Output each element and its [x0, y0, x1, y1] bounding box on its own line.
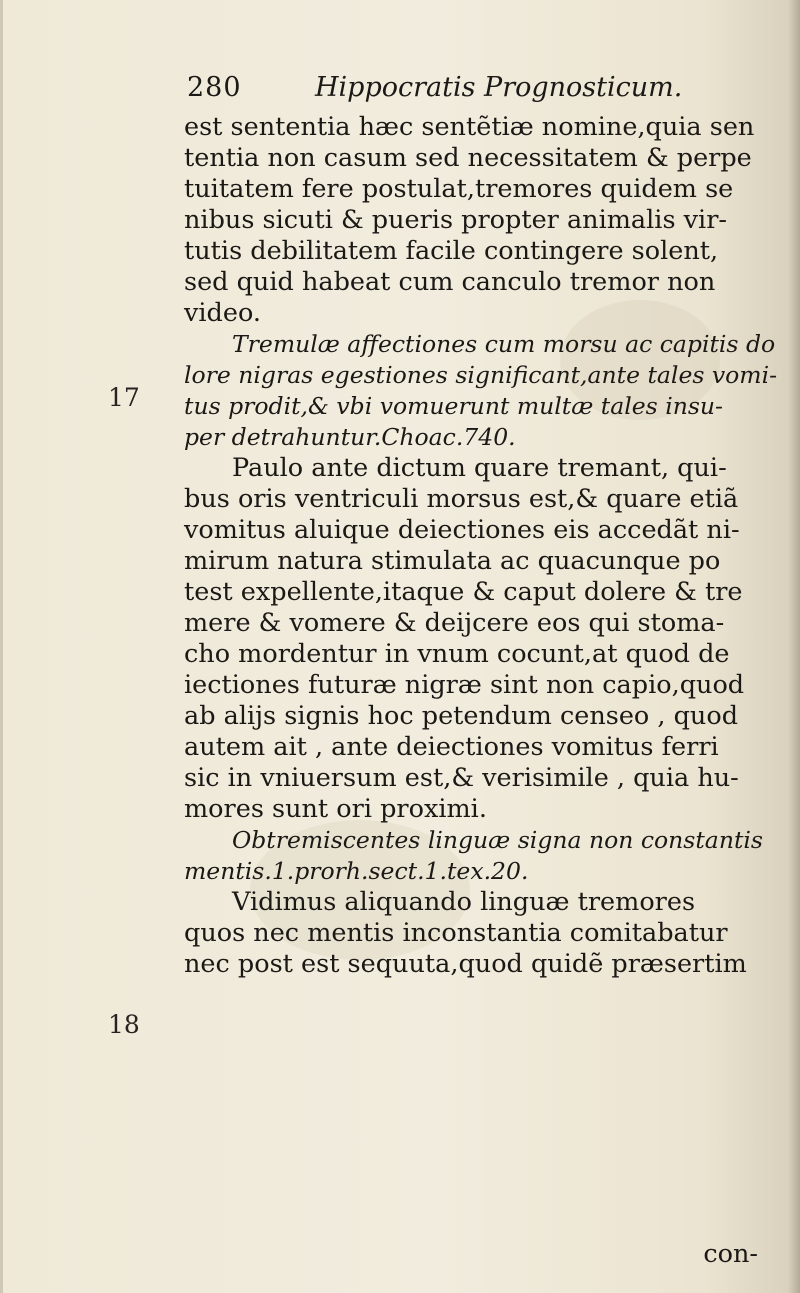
text-line: Paulo ante dictum quare tremant, qui- — [232, 453, 727, 483]
section-number-17: 17 — [108, 383, 140, 412]
gutter-shadow — [0, 0, 3, 1293]
text-line: ab alijs signis hoc petendum censeo , quod — [184, 701, 739, 731]
text-line: sed quid habeat cum canculo tremor non — [184, 267, 716, 297]
text-line: sic in vniuersum est,& verisimile , quia hu- — [184, 763, 739, 793]
body-text — [184, 112, 778, 980]
text-line: mores sunt ori proximi. — [184, 794, 487, 824]
text-line: est sententia hæc sentẽtiæ nomine,quia sen — [184, 112, 755, 142]
text-line: bus oris ventriculi morsus est,& quare etiã — [184, 484, 739, 514]
section-number-18: 18 — [108, 1010, 140, 1039]
aphorism-line: per detrahuntur.Choac.740. — [184, 423, 516, 451]
catchword: con- — [703, 1239, 758, 1269]
text-line: iectiones futuræ nigræ sint non capio,quod — [184, 670, 745, 700]
text-line: nec post est sequuta,quod quidẽ præsertim — [184, 949, 747, 979]
text-line: quos nec mentis inconstantia comitabatur — [184, 918, 728, 948]
text-line: autem ait , ante deiectiones vomitus ferri — [184, 732, 719, 762]
text-line: mere & vomere & deijcere eos qui stoma- — [184, 608, 725, 638]
text-line: cho mordentur in vnum cocunt,at quod de — [184, 639, 730, 669]
running-title: Hippocratis Prognosticum. — [315, 72, 683, 103]
aphorism-line: mentis.1.prorh.sect.1.tex.20. — [184, 857, 529, 885]
text-line: Vidimus aliquando linguæ tremores — [232, 887, 696, 917]
page-header — [187, 72, 707, 112]
text-line: nibus sicuti & pueris propter animalis vir- — [184, 205, 728, 235]
text-line: tentia non casum sed necessitatem & perpe — [184, 143, 752, 173]
aphorism-line: lore nigras egestiones significant,ante tales vomi- — [184, 361, 778, 389]
aphorism-line: Tremulæ affectiones cum morsu ac capitis do — [232, 330, 776, 358]
text-line: vomitus aluique deiectiones eis accedãt ni- — [184, 515, 740, 545]
aphorism-line: Obtremiscentes linguæ signa non constantis — [232, 826, 763, 854]
text-line: tutis debilitatem facile contingere solent, — [184, 236, 719, 266]
text-line: video. — [184, 298, 261, 328]
page-edge-shadow — [788, 0, 800, 1293]
text-line: mirum natura stimulata ac quacunque po — [184, 546, 721, 576]
page-number: 280 — [187, 72, 242, 103]
text-line: tuitatem fere postulat,tremores quidem se — [184, 174, 734, 204]
aphorism-line: tus prodit,& vbi vomuerunt multæ tales insu- — [184, 392, 723, 420]
text-line: test expellente,itaque & caput dolere & tre — [184, 577, 743, 607]
